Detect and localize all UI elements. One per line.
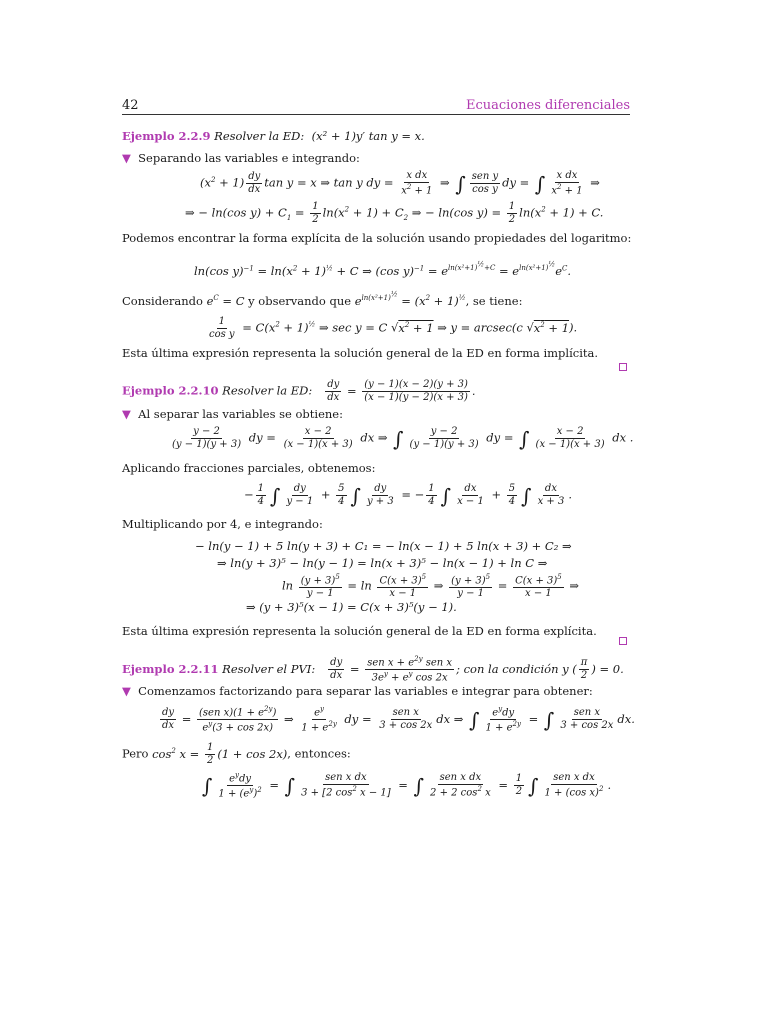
triangle-bullet-icon: ▼: [122, 684, 131, 698]
equation-line-2: ⇒ − ln(cos $y) + C_1$ = $\frac{1}{2}$ $\ln(x^2 + 1) + C_2$ ⇒ − ln(cos y) = $\frac{1}{2}$ $\ln(x^2 + 1) + C$.: [185, 201, 604, 225]
paragraph: Pero $\cos^2 x$ = $\frac{1}{2}$ (1 + cos 2x), entonces:: [122, 742, 351, 766]
step-line: [122, 686, 593, 698]
header-rule: [122, 114, 630, 115]
equation-line-1: $\frac{dy}{dx}$ = $\frac{(sen x)(1 + e^{2y})}{e^y(3 + \cos 2x)}$ ⇒ $\frac{e^y}{1 + e^{2y}}$ dy = $\frac{\text{sen x}}{3 + \cos 2x}$ dx ⇒ ∫ $\frac{e^ydy}{1 + e^{2y}}$ = ∫ $\frac{\text{sen x}}{3 + \cos 2x}$ dx.: [162, 705, 635, 734]
text-fragment: y observando que: [248, 294, 352, 309]
example-label: Ejemplo 2.2.10: [122, 383, 219, 398]
equation-line-3: − ln(y − 1) + 5 ln(y + 3) + C₁ = − ln(x − 1) + 5 ln(x + 3) + C₂ ⇒: [195, 539, 572, 553]
conclusion: Esta última expresión representa la solución general de la ED en forma explícita.: [122, 624, 597, 638]
paragraph: Podemos encontrar la forma explícita de la solución usando propiedades del logaritmo:: [122, 231, 632, 245]
equation-line-2: − $\frac{1}{4}$ ∫ $\frac{dy}{y - 1}$ + $\frac{5}{4}$ ∫ $\frac{dy}{y + 3}$ = − $\frac{1}{4}$ ∫ $\frac{dx}{x - 1}$ + $\frac{5}{4}$ ∫ $\frac{dx}{x + 3}$ .: [244, 483, 572, 508]
text-fragment: Considerando: [122, 294, 203, 309]
equation-line-4: $\frac{1}{\text{cos y}}$ = $C(x^2 + 1)^{\frac{1}{2}}$ ⇒ sec y = C $√x^2 + 1$ ⇒ y = arcsec(c $√x^2 + 1$).: [209, 316, 578, 340]
page-number: 42: [122, 98, 139, 113]
example-label: Ejemplo 2.2.11: [122, 661, 219, 676]
paragraph: Multiplicando por 4, e integrando:: [122, 517, 323, 531]
running-title: Ecuaciones diferenciales: [465, 98, 630, 113]
equation-line-3: ln(cos $y)^{-1} = \ln(x^2 + 1)^{\frac{1}{2}} + C$ ⇒ (cos $y)^{-1} = e^{ln(x^2+1)^{\frac{1}{2}}+C} = e^{ln(x^2+1)^{\frac{1}{2}}}e^C$.: [194, 261, 572, 279]
example-task: Resolver el PVI:: [222, 661, 316, 676]
triangle-bullet-icon: ▼: [122, 407, 131, 421]
example-equation: (x² + 1)y′ tan y = x.: [311, 129, 425, 143]
equation-line-5: ln $\frac{(y + 3)^5}{y - 1}$ = ln $\frac{C(x + 3)^5}{x - 1}$ ⇒ $\frac{(y + 3)^5}{y - 1}$ = $\frac{C(x + 3)^5}{x - 1}$ ⇒: [282, 573, 580, 600]
example-2-2-11-heading: Ejemplo 2.2.11 Resolver el PVI: $\frac{dy}{dx}$ = $\frac{sen x + e^{2y} sen x}{3e^y + e^y \cos 2x}$ ; con la condición y ( $\frac{\pi}{2}$ ) = 0.: [122, 655, 624, 684]
text-fragment: , se tiene:: [465, 294, 523, 309]
text-fragment: , entonces:: [287, 746, 351, 761]
step-text: Separando las variables e integrando:: [138, 151, 360, 165]
text-fragment: Pero: [122, 746, 149, 761]
qed-square-icon: [619, 363, 627, 371]
conclusion: Esta última expresión representa la solución general de la ED en forma implícita.: [122, 346, 599, 360]
paragraph: Aplicando fracciones parciales, obtenemos:: [122, 461, 376, 475]
example-task: Resolver la ED:: [214, 129, 305, 143]
triangle-bullet-icon: ▼: [122, 151, 131, 165]
example-2-2-10-heading: Ejemplo 2.2.10 Resolver la ED: $\frac{dy}{dx}$ = $\frac{(y - 1)(x - 2)(y + 3)}{(x - 1)(y - 2)(x + 3)}$ .: [122, 379, 476, 403]
step-text: Comenzamos factorizando para separar las variables e integrar para obtener:: [138, 684, 593, 698]
equation-line-6: ⇒ (y + 3)⁵(x − 1) = C(x + 3)⁵(y − 1).: [246, 600, 457, 614]
step-text: Al separar las variables se obtiene:: [138, 407, 343, 421]
example-2-2-9-heading: [122, 131, 425, 143]
qed-square-icon: [619, 637, 627, 645]
example-label: Ejemplo 2.2.9: [122, 129, 211, 143]
equation-line-1: $(x^2 + 1)$ $\frac{dy}{dx}$ tan y = x ⇒ tan y dy = $\frac{\text{x dx}}{x^2 + 1}$ ⇒ ∫ $\frac{\text{sen y}}{\text{cos y}}$ dy = ∫ $\frac{\text{x dx}}{x^2 + 1}$ ⇒: [200, 170, 600, 197]
paragraph: Considerando $e^C = C$ y observando que $e^{ln(x^2+1)^{\frac{1}{2}}} = (x^2 + 1)^{\frac{1}{2}}$, se tiene:: [122, 291, 523, 309]
step-line: [122, 153, 360, 165]
equation-line-2: ∫ $\frac{e^ydy}{1 + (e^y)^2}$ = ∫ $\frac{\text{sen x dx}}{3 + [2 \cos^2 x - 1]}$ = ∫ $\frac{\text{sen x dx}}{2 + 2 \cos^2 x}$ = $\frac{1}{2}$ ∫ $\frac{\text{sen x dx}}{1 + (\cos x)^2}$ .: [202, 771, 612, 800]
equation-line-1: $\frac{y - 2}{(y - 1)(y + 3)}$ dy = $\frac{x - 2}{(x - 1)(x + 3)}$ dx ⇒ ∫ $\frac{y - 2}{(y - 1)(y + 3)}$ dy = ∫ $\frac{x - 2}{(x - 1)(x + 3)}$ dx .: [172, 426, 634, 451]
step-line: [122, 409, 343, 421]
condition-text: con la condición: [463, 661, 559, 676]
example-task: Resolver la ED:: [222, 383, 313, 398]
equation-line-4: ⇒ ln(y + 3)⁵ − ln(y − 1) = ln(x + 3)⁵ − ln(x − 1) + ln C ⇒: [217, 556, 548, 570]
